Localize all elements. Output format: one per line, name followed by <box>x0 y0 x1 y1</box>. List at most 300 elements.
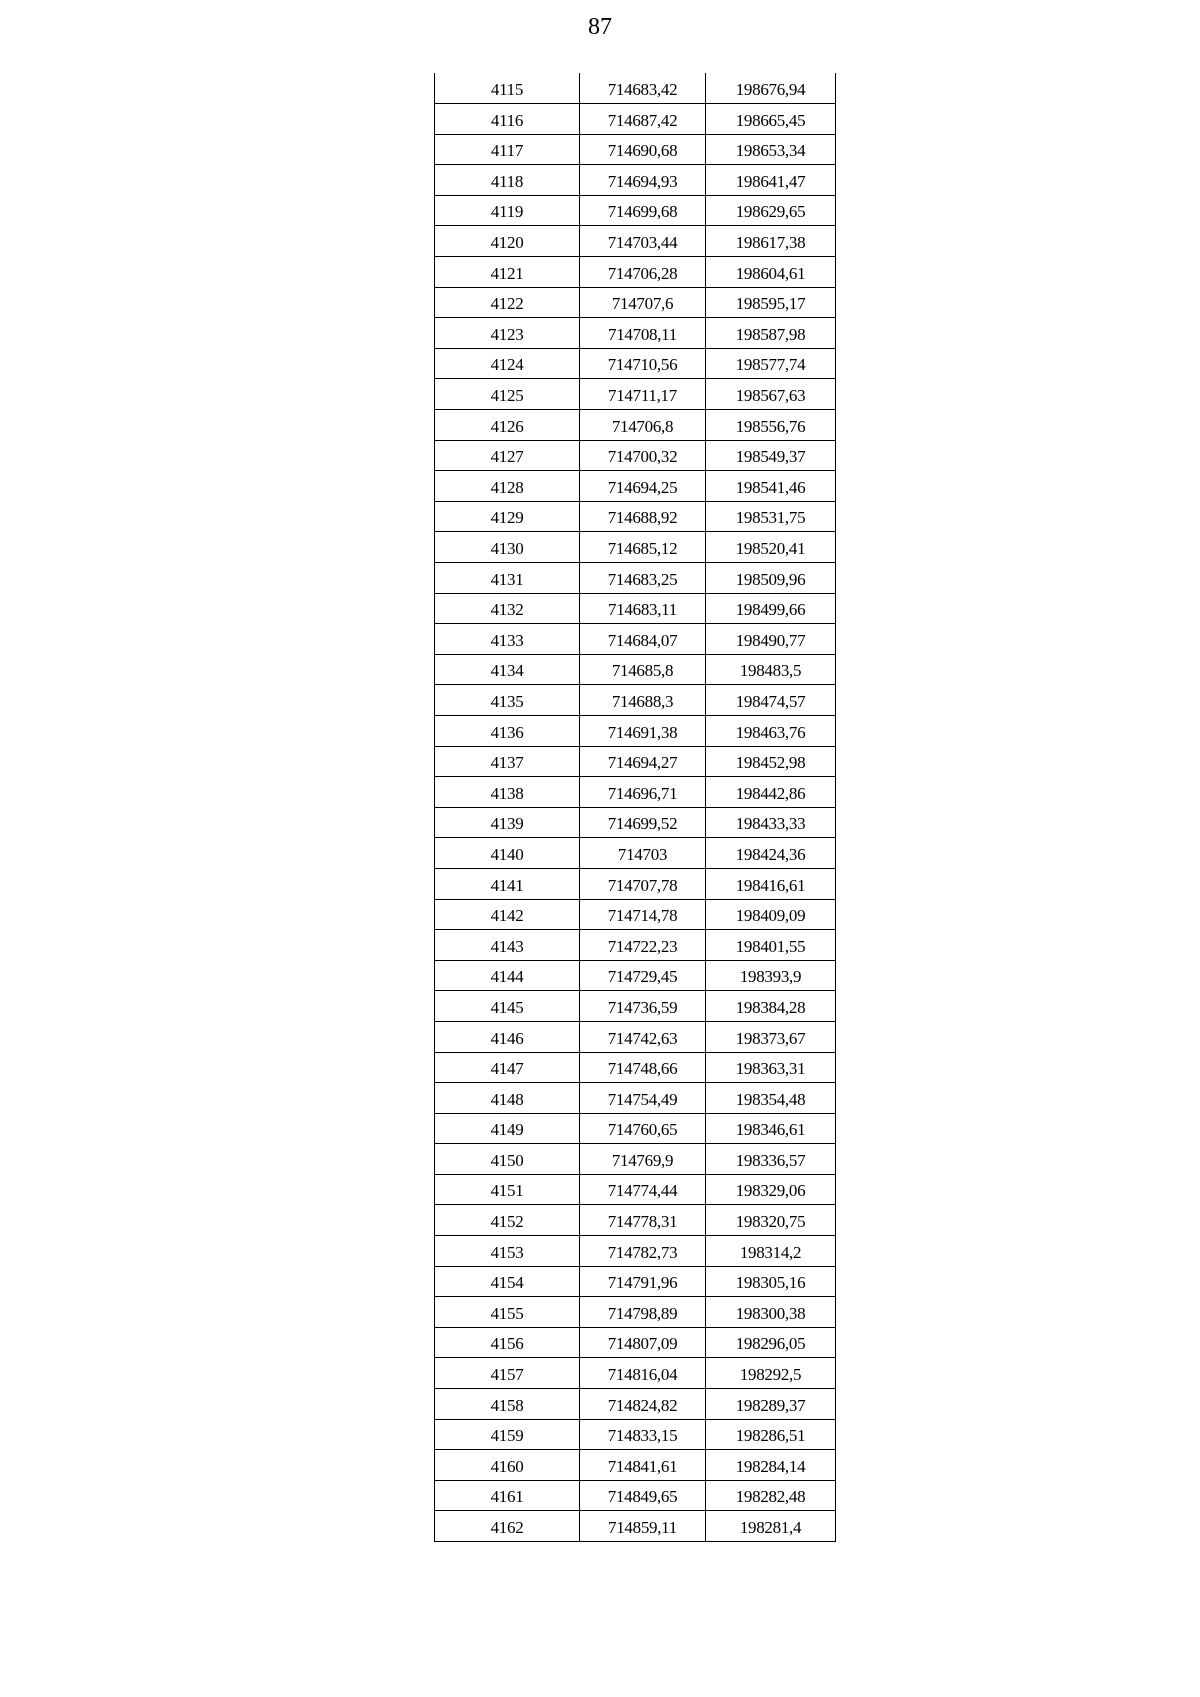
y-coordinate-text: 198442,86 <box>735 783 806 803</box>
table-row <box>435 1083 836 1114</box>
y-coordinate-cell <box>706 440 836 471</box>
x-coordinate-text: 714694,27 <box>607 753 678 773</box>
point-number-text: 4143 <box>490 936 524 956</box>
y-coordinate-text: 198541,46 <box>735 477 806 497</box>
table-row <box>435 1419 836 1450</box>
table-row <box>435 807 836 838</box>
x-coordinate-text: 714688,92 <box>607 508 678 528</box>
x-coordinate-text: 714707,78 <box>607 875 678 895</box>
point-number-text: 4155 <box>490 1303 524 1323</box>
point-number-text: 4141 <box>490 875 524 895</box>
y-coordinate-cell <box>706 287 836 318</box>
x-coordinate-text: 714700,32 <box>607 447 678 467</box>
y-coordinate-cell <box>706 960 836 991</box>
x-coordinate-cell <box>580 104 706 135</box>
y-coordinate-cell <box>706 257 836 288</box>
y-coordinate-text: 198595,17 <box>735 294 806 314</box>
x-coordinate-text: 714722,23 <box>607 936 678 956</box>
point-number-cell <box>435 593 580 624</box>
x-coordinate-text: 714696,71 <box>607 783 678 803</box>
y-coordinate-cell <box>706 226 836 257</box>
point-number-cell <box>435 1083 580 1114</box>
table-row <box>435 287 836 318</box>
point-number-cell <box>435 991 580 1022</box>
y-coordinate-cell <box>706 593 836 624</box>
point-number-cell <box>435 1450 580 1481</box>
point-number-cell <box>435 746 580 777</box>
x-coordinate-cell <box>580 960 706 991</box>
point-number-text: 4152 <box>490 1212 524 1232</box>
point-number-cell <box>435 1419 580 1450</box>
table-row <box>435 471 836 502</box>
table-row <box>435 624 836 655</box>
point-number-cell <box>435 1236 580 1267</box>
point-number-cell <box>435 899 580 930</box>
point-number-text: 4129 <box>490 508 524 528</box>
point-number-cell <box>435 440 580 471</box>
x-coordinate-cell <box>580 1327 706 1358</box>
point-number-text: 4117 <box>490 141 524 161</box>
y-coordinate-text: 198416,61 <box>735 875 806 895</box>
coordinates-table <box>434 73 836 1542</box>
table-row <box>435 685 836 716</box>
x-coordinate-text: 714833,15 <box>607 1426 678 1446</box>
table-row <box>435 73 836 104</box>
table-row <box>435 1052 836 1083</box>
table-row <box>435 930 836 961</box>
point-number-text: 4126 <box>490 416 524 436</box>
x-coordinate-cell <box>580 807 706 838</box>
point-number-text: 4128 <box>490 477 524 497</box>
x-coordinate-cell <box>580 318 706 349</box>
y-coordinate-cell <box>706 1419 836 1450</box>
page-number: 87 <box>588 14 612 40</box>
point-number-text: 4161 <box>490 1487 524 1507</box>
x-coordinate-text: 714690,68 <box>607 141 678 161</box>
point-number-cell <box>435 960 580 991</box>
point-number-cell <box>435 348 580 379</box>
x-coordinate-text: 714683,11 <box>608 600 677 620</box>
table-row <box>435 165 836 196</box>
point-number-cell <box>435 257 580 288</box>
y-coordinate-text: 198676,94 <box>735 80 806 100</box>
x-coordinate-text: 714807,09 <box>607 1334 678 1354</box>
y-coordinate-cell <box>706 195 836 226</box>
y-coordinate-text: 198531,75 <box>735 508 806 528</box>
x-coordinate-cell <box>580 471 706 502</box>
y-coordinate-text: 198401,55 <box>735 936 806 956</box>
point-number-text: 4115 <box>490 80 524 100</box>
point-number-cell <box>435 624 580 655</box>
x-coordinate-cell <box>580 715 706 746</box>
table-row <box>435 1480 836 1511</box>
x-coordinate-cell <box>580 501 706 532</box>
x-coordinate-text: 714706,8 <box>611 416 674 436</box>
point-number-text: 4147 <box>490 1059 524 1079</box>
x-coordinate-text: 714859,11 <box>608 1518 677 1537</box>
y-coordinate-text: 198363,31 <box>735 1059 806 1079</box>
point-number-text: 4146 <box>490 1028 524 1048</box>
point-number-text: 4148 <box>490 1089 524 1109</box>
x-coordinate-cell <box>580 440 706 471</box>
y-coordinate-text: 198665,45 <box>735 110 806 130</box>
x-coordinate-cell <box>580 257 706 288</box>
x-coordinate-text: 714791,96 <box>607 1273 678 1293</box>
point-number-text: 4124 <box>490 355 524 375</box>
y-coordinate-text: 198490,77 <box>735 630 806 650</box>
point-number-cell <box>435 501 580 532</box>
point-number-text: 4142 <box>490 906 524 926</box>
point-number-cell <box>435 1511 580 1542</box>
x-coordinate-cell <box>580 838 706 869</box>
y-coordinate-text: 198292,5 <box>739 1365 802 1385</box>
point-number-text: 4127 <box>490 447 524 467</box>
point-number-cell <box>435 1205 580 1236</box>
table-row <box>435 1021 836 1052</box>
x-coordinate-cell <box>580 1480 706 1511</box>
point-number-cell <box>435 471 580 502</box>
y-coordinate-cell <box>706 899 836 930</box>
y-coordinate-text: 198499,66 <box>735 600 806 620</box>
y-coordinate-cell <box>706 1511 836 1542</box>
x-coordinate-cell <box>580 1389 706 1420</box>
x-coordinate-text: 714710,56 <box>607 355 678 375</box>
y-coordinate-text: 198577,74 <box>735 355 806 375</box>
point-number-text: 4162 <box>490 1518 524 1537</box>
point-number-text: 4149 <box>490 1120 524 1140</box>
x-coordinate-cell <box>580 165 706 196</box>
x-coordinate-text: 714685,8 <box>611 661 674 681</box>
point-number-text: 4133 <box>490 630 524 650</box>
y-coordinate-cell <box>706 1052 836 1083</box>
x-coordinate-text: 714798,89 <box>607 1303 678 1323</box>
x-coordinate-cell <box>580 134 706 165</box>
y-coordinate-text: 198336,57 <box>735 1150 806 1170</box>
y-coordinate-text: 198509,96 <box>735 569 806 589</box>
y-coordinate-cell <box>706 777 836 808</box>
x-coordinate-cell <box>580 1083 706 1114</box>
y-coordinate-cell <box>706 838 836 869</box>
point-number-cell <box>435 654 580 685</box>
table-row <box>435 654 836 685</box>
point-number-text: 4159 <box>490 1426 524 1446</box>
y-coordinate-cell <box>706 746 836 777</box>
y-coordinate-text: 198384,28 <box>735 997 806 1017</box>
point-number-cell <box>435 104 580 135</box>
point-number-text: 4139 <box>490 814 524 834</box>
table-row <box>435 226 836 257</box>
x-coordinate-cell <box>580 226 706 257</box>
point-number-text: 4144 <box>490 967 524 987</box>
y-coordinate-text: 198320,75 <box>735 1212 806 1232</box>
y-coordinate-cell <box>706 165 836 196</box>
y-coordinate-text: 198641,47 <box>735 171 806 191</box>
point-number-cell <box>435 930 580 961</box>
y-coordinate-text: 198305,16 <box>735 1273 806 1293</box>
x-coordinate-cell <box>580 593 706 624</box>
x-coordinate-cell <box>580 1113 706 1144</box>
table-row <box>435 104 836 135</box>
y-coordinate-cell <box>706 868 836 899</box>
y-coordinate-text: 198556,76 <box>735 416 806 436</box>
x-coordinate-text: 714778,31 <box>607 1212 678 1232</box>
x-coordinate-cell <box>580 348 706 379</box>
y-coordinate-cell <box>706 104 836 135</box>
x-coordinate-text: 714688,3 <box>611 691 674 711</box>
y-coordinate-cell <box>706 471 836 502</box>
x-coordinate-text: 714714,78 <box>607 906 678 926</box>
x-coordinate-cell <box>580 1144 706 1175</box>
point-number-text: 4134 <box>490 661 524 681</box>
point-number-cell <box>435 1021 580 1052</box>
y-coordinate-text: 198314,2 <box>739 1242 802 1262</box>
x-coordinate-text: 714694,25 <box>607 477 678 497</box>
x-coordinate-text: 714769,9 <box>611 1150 674 1170</box>
y-coordinate-cell <box>706 501 836 532</box>
table-row <box>435 410 836 441</box>
x-coordinate-text: 714691,38 <box>607 722 678 742</box>
y-coordinate-text: 198346,61 <box>735 1120 806 1140</box>
point-number-text: 4138 <box>490 783 524 803</box>
y-coordinate-cell <box>706 1297 836 1328</box>
coordinates-table-body <box>435 73 836 1542</box>
y-coordinate-text: 198604,61 <box>735 263 806 283</box>
x-coordinate-text: 714816,04 <box>607 1365 678 1385</box>
point-number-cell <box>435 379 580 410</box>
x-coordinate-text: 714699,68 <box>607 202 678 222</box>
table-row <box>435 868 836 899</box>
table-row <box>435 1358 836 1389</box>
table-row <box>435 1297 836 1328</box>
point-number-text: 4145 <box>490 997 524 1017</box>
y-coordinate-text: 198653,34 <box>735 141 806 161</box>
table-row <box>435 195 836 226</box>
point-number-text: 4136 <box>490 722 524 742</box>
y-coordinate-cell <box>706 1389 836 1420</box>
x-coordinate-text: 714684,07 <box>607 630 678 650</box>
y-coordinate-cell <box>706 410 836 441</box>
y-coordinate-text: 198567,63 <box>735 386 806 406</box>
x-coordinate-text: 714736,59 <box>607 997 678 1017</box>
x-coordinate-cell <box>580 624 706 655</box>
y-coordinate-text: 198282,48 <box>735 1487 806 1507</box>
y-coordinate-cell <box>706 532 836 563</box>
table-row <box>435 1174 836 1205</box>
x-coordinate-cell <box>580 930 706 961</box>
y-coordinate-cell <box>706 1113 836 1144</box>
x-coordinate-cell <box>580 563 706 594</box>
x-coordinate-text: 714694,93 <box>607 171 678 191</box>
point-number-cell <box>435 838 580 869</box>
point-number-text: 4153 <box>490 1242 524 1262</box>
y-coordinate-text: 198587,98 <box>735 324 806 344</box>
x-coordinate-cell <box>580 1419 706 1450</box>
point-number-cell <box>435 287 580 318</box>
point-number-cell <box>435 777 580 808</box>
x-coordinate-text: 714729,45 <box>607 967 678 987</box>
table-row <box>435 501 836 532</box>
point-number-text: 4140 <box>490 844 524 864</box>
point-number-text: 4122 <box>490 294 524 314</box>
y-coordinate-text: 198424,36 <box>735 844 806 864</box>
x-coordinate-text: 714760,65 <box>607 1120 678 1140</box>
y-coordinate-cell <box>706 1021 836 1052</box>
table-row <box>435 991 836 1022</box>
point-number-cell <box>435 410 580 441</box>
y-coordinate-cell <box>706 563 836 594</box>
y-coordinate-cell <box>706 1205 836 1236</box>
table-row <box>435 1236 836 1267</box>
point-number-cell <box>435 134 580 165</box>
x-coordinate-text: 714685,12 <box>607 539 678 558</box>
table-row <box>435 746 836 777</box>
point-number-cell <box>435 715 580 746</box>
point-number-text: 4120 <box>490 233 524 253</box>
x-coordinate-text: 714707,6 <box>611 294 674 314</box>
y-coordinate-cell <box>706 1174 836 1205</box>
table-row <box>435 1389 836 1420</box>
point-number-cell <box>435 1266 580 1297</box>
point-number-cell <box>435 1389 580 1420</box>
y-coordinate-cell <box>706 685 836 716</box>
table-row <box>435 777 836 808</box>
point-number-text: 4130 <box>490 539 524 558</box>
y-coordinate-cell <box>706 1144 836 1175</box>
point-number-text: 4131 <box>490 569 524 589</box>
y-coordinate-text: 198281,4 <box>739 1518 802 1537</box>
point-number-cell <box>435 532 580 563</box>
y-coordinate-text: 198393,9 <box>739 967 802 987</box>
y-coordinate-text: 198284,14 <box>735 1456 806 1476</box>
point-number-text: 4150 <box>490 1150 524 1170</box>
point-number-text: 4157 <box>490 1365 524 1385</box>
y-coordinate-cell <box>706 1480 836 1511</box>
y-coordinate-text: 198483,5 <box>739 661 802 681</box>
point-number-cell <box>435 226 580 257</box>
point-number-text: 4156 <box>490 1334 524 1354</box>
point-number-cell <box>435 318 580 349</box>
x-coordinate-text: 714754,49 <box>607 1089 678 1109</box>
x-coordinate-text: 714708,11 <box>608 324 677 344</box>
y-coordinate-cell <box>706 1266 836 1297</box>
y-coordinate-text: 198433,33 <box>735 814 806 834</box>
y-coordinate-cell <box>706 715 836 746</box>
x-coordinate-cell <box>580 1358 706 1389</box>
point-number-cell <box>435 1052 580 1083</box>
x-coordinate-cell <box>580 1174 706 1205</box>
x-coordinate-cell <box>580 379 706 410</box>
point-number-text: 4137 <box>490 753 524 773</box>
point-number-text: 4158 <box>490 1395 524 1415</box>
point-number-cell <box>435 807 580 838</box>
x-coordinate-cell <box>580 1236 706 1267</box>
point-number-cell <box>435 1144 580 1175</box>
y-coordinate-cell <box>706 318 836 349</box>
y-coordinate-text: 198452,98 <box>735 753 806 773</box>
table-row <box>435 1327 836 1358</box>
table-row <box>435 1511 836 1542</box>
y-coordinate-text: 198463,76 <box>735 722 806 742</box>
x-coordinate-text: 714841,61 <box>607 1456 678 1476</box>
y-coordinate-text: 198629,65 <box>735 202 806 222</box>
y-coordinate-text: 198409,09 <box>735 906 806 926</box>
table-row <box>435 440 836 471</box>
table-row <box>435 838 836 869</box>
x-coordinate-text: 714774,44 <box>607 1181 678 1201</box>
y-coordinate-text: 198549,37 <box>735 447 806 467</box>
point-number-cell <box>435 1358 580 1389</box>
y-coordinate-cell <box>706 73 836 104</box>
x-coordinate-cell <box>580 1021 706 1052</box>
y-coordinate-text: 198373,67 <box>735 1028 806 1048</box>
y-coordinate-cell <box>706 1327 836 1358</box>
x-coordinate-text: 714703 <box>617 844 668 864</box>
y-coordinate-cell <box>706 1083 836 1114</box>
y-coordinate-cell <box>706 1358 836 1389</box>
x-coordinate-cell <box>580 1511 706 1542</box>
point-number-text: 4119 <box>490 202 524 222</box>
x-coordinate-cell <box>580 746 706 777</box>
y-coordinate-text: 198354,48 <box>735 1089 806 1109</box>
x-coordinate-text: 714748,66 <box>607 1059 678 1079</box>
point-number-text: 4123 <box>490 324 524 344</box>
y-coordinate-text: 198474,57 <box>735 691 806 711</box>
table-row <box>435 348 836 379</box>
x-coordinate-cell <box>580 532 706 563</box>
x-coordinate-cell <box>580 654 706 685</box>
y-coordinate-text: 198286,51 <box>735 1426 806 1446</box>
x-coordinate-cell <box>580 1205 706 1236</box>
point-number-cell <box>435 165 580 196</box>
x-coordinate-text: 714683,25 <box>607 569 678 589</box>
point-number-text: 4160 <box>490 1456 524 1476</box>
x-coordinate-text: 714849,65 <box>607 1487 678 1507</box>
y-coordinate-cell <box>706 348 836 379</box>
x-coordinate-cell <box>580 1297 706 1328</box>
point-number-cell <box>435 1174 580 1205</box>
x-coordinate-text: 714687,42 <box>607 110 678 130</box>
point-number-cell <box>435 195 580 226</box>
point-number-cell <box>435 563 580 594</box>
y-coordinate-cell <box>706 379 836 410</box>
point-number-text: 4125 <box>490 386 524 406</box>
x-coordinate-text: 714711,17 <box>608 386 677 406</box>
y-coordinate-cell <box>706 930 836 961</box>
table-row <box>435 1266 836 1297</box>
y-coordinate-cell <box>706 1450 836 1481</box>
x-coordinate-cell <box>580 1266 706 1297</box>
point-number-text: 4121 <box>490 263 524 283</box>
y-coordinate-text: 198289,37 <box>735 1395 806 1415</box>
table-row <box>435 1144 836 1175</box>
y-coordinate-cell <box>706 991 836 1022</box>
point-number-text: 4151 <box>490 1181 524 1201</box>
table-row <box>435 1205 836 1236</box>
x-coordinate-text: 714703,44 <box>607 233 678 253</box>
y-coordinate-text: 198296,05 <box>735 1334 806 1354</box>
table-row <box>435 257 836 288</box>
point-number-text: 4132 <box>490 600 524 620</box>
x-coordinate-text: 714683,42 <box>607 80 678 100</box>
table-row <box>435 1450 836 1481</box>
y-coordinate-text: 198520,41 <box>735 539 806 558</box>
y-coordinate-cell <box>706 134 836 165</box>
table-row <box>435 1113 836 1144</box>
table-row <box>435 134 836 165</box>
point-number-cell <box>435 1480 580 1511</box>
x-coordinate-cell <box>580 73 706 104</box>
y-coordinate-cell <box>706 1236 836 1267</box>
